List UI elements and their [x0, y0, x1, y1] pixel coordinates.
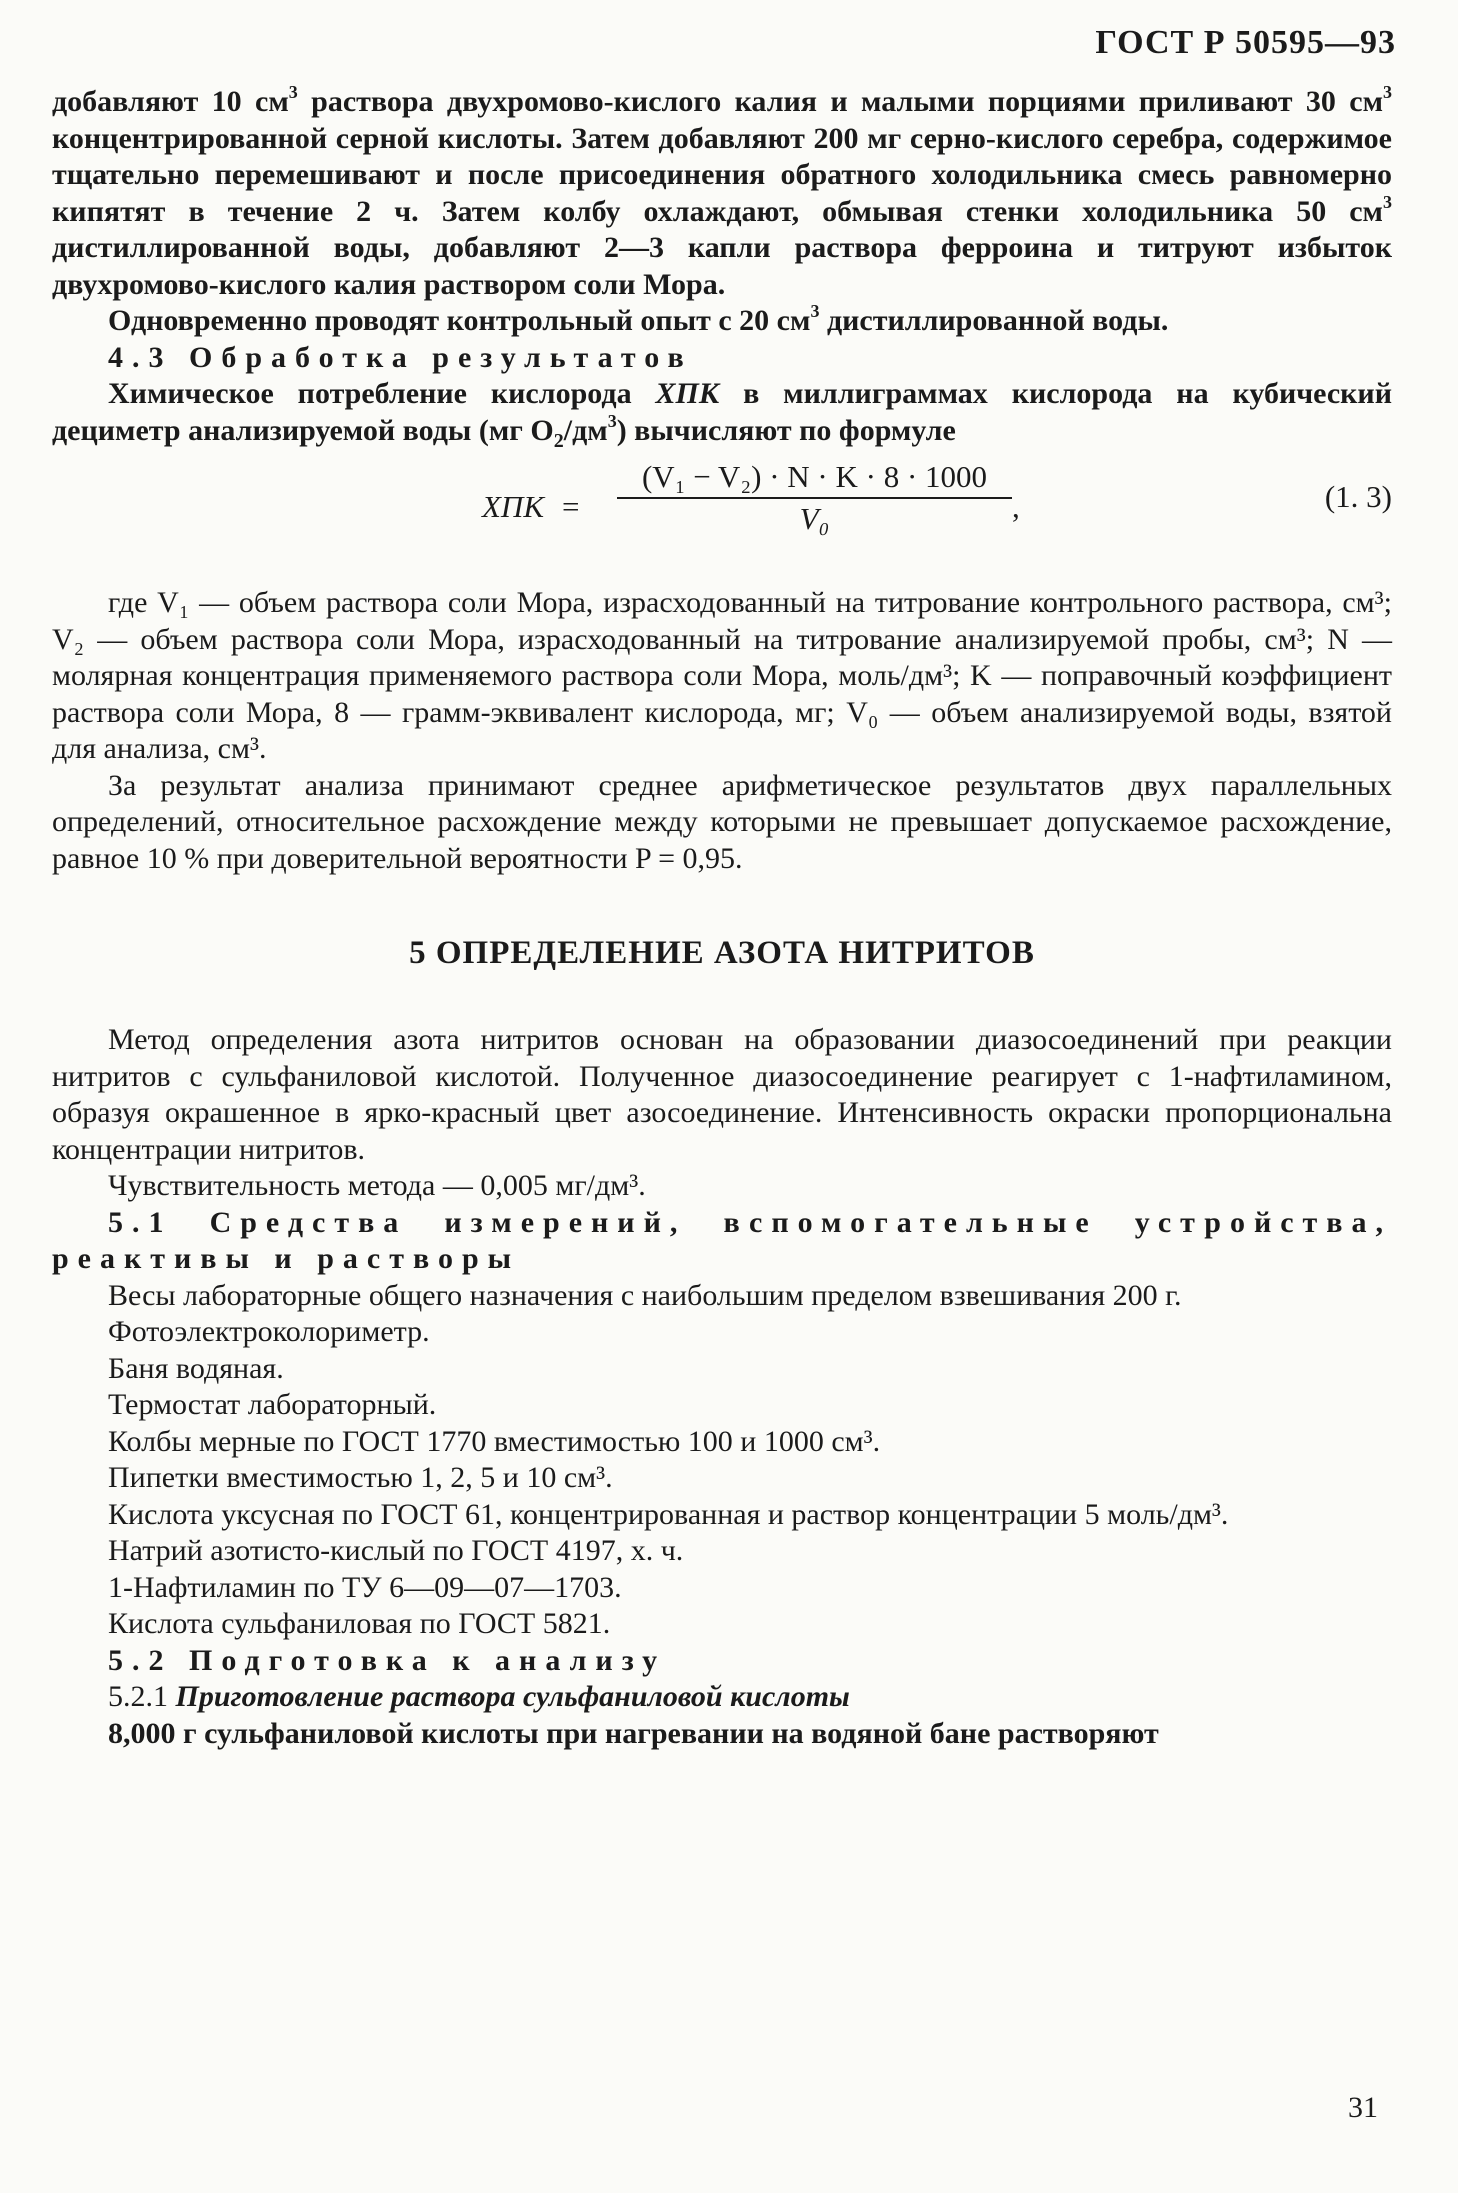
superscript: 3 — [1383, 191, 1392, 212]
list-item-thermostat: Термостат лабораторный. — [108, 1388, 437, 1421]
paragraph-control-test — [52, 303, 1392, 340]
superscript: 3 — [1383, 82, 1393, 102]
italic-term: ХПК — [655, 377, 720, 410]
list-item-water-bath: Баня водяная. — [108, 1351, 284, 1385]
list-item-flasks: Колбы мерные по ГОСТ 1770 вместимостью 100 и 1000 см³. — [108, 1424, 881, 1458]
formula-equals: = — [562, 489, 580, 524]
text-run: Химическое потребление кислорода — [108, 377, 656, 410]
paragraph-sensitivity: Чувствительность метода — 0,005 мг/дм³. — [108, 1169, 646, 1202]
paragraph-result: За результат анализа принимают среднее арифметическое результатов двух параллельных определений, относительное расхождение между которыми не превышает допускаемое расхождение, равное 10 % при доверительной вероятности P = 0,95. — [52, 768, 1392, 875]
subscript: 2 — [553, 429, 564, 452]
formula-denominator: V₀ — [799, 501, 830, 536]
paragraph-procedure — [52, 84, 1392, 303]
page-number: 31 — [1348, 2091, 1378, 2124]
spacer — [52, 877, 1392, 935]
formula-block — [52, 459, 1392, 563]
text-run: Одновременно проводят контрольный опыт с 20 см — [108, 304, 811, 337]
page-body — [52, 84, 1392, 1752]
list-item-naphthylamine: 1-Нафтиламин по ТУ 6—09—07—1703. — [108, 1570, 622, 1604]
heading-title: Приготовление раствора сульфаниловой кислоты — [175, 1680, 850, 1713]
formula-comma: , — [1012, 489, 1020, 524]
text-run: концентрированной серной кислоты. Затем добавляют 200 мг серно-кислого серебра, содержимое тщательно перемешивают и после присоединения обратного холодильника смесь равномерно кипятят в течение 2 ч. Затем колбу охлаждают, обмывая стенки холодильника 50 см — [52, 121, 1392, 228]
heading-number: 5.2.1 — [108, 1680, 176, 1713]
formula-lhs: ХПК — [482, 489, 544, 524]
list-item-acetic-acid: Кислота уксусная по ГОСТ 61, концентрированная и раствор концентрации 5 моль/дм³. — [108, 1497, 1229, 1531]
list-item-photocolorimeter: Фотоэлектроколориметр. — [108, 1315, 430, 1348]
subsection-heading-4-3: 4.3 Обработка результатов — [108, 340, 693, 374]
subsection-heading-5-2: 5.2 Подготовка к анализу — [108, 1643, 667, 1677]
text-run: добавляют 10 см — [52, 85, 289, 118]
paragraph-preparation: 8,000 г сульфаниловой кислоты при нагревании на водяной бане растворяют — [108, 1716, 1159, 1750]
text-run: дистиллированной воды. — [819, 304, 1169, 337]
section-heading-5: 5 ОПРЕДЕЛЕНИЕ АЗОТА НИТРИТОВ — [409, 935, 1035, 971]
standard-header: ГОСТ Р 50595—93 — [1095, 24, 1396, 61]
list-item-sulfanilic-acid: Кислота сульфаниловая по ГОСТ 5821. — [108, 1607, 611, 1640]
subsection-heading-5-1: 5.1 Средства измерений, вспомогательные устройства, реактивы и растворы — [52, 1205, 1392, 1275]
paragraph-where: где V₁ — объем раствора соли Мора, израсходованный на титрование контрольного раствора, см³; V₂ — объем раствора соли Мора, израсходованный на титрование анализируемой пробы, см³; N — молярная концентрация применяемого раствора соли Мора, моль/дм³; K — поправочный коэффициент раствора соли Мора, 8 — грамм-эквивалент кислорода, мг; V₀ — объем анализируемой воды, взятой для анализа, см³. — [52, 586, 1392, 765]
text-run: дистиллированной воды, добавляют 2—3 капли раствора ферроина и титруют избыток двухромово-кислого калия раствором соли Мора. — [52, 231, 1392, 301]
paragraph-calculation — [52, 376, 1393, 452]
superscript: 3 — [810, 301, 820, 321]
list-item-sodium-nitrite: Натрий азотисто-кислый по ГОСТ 4197, х. ч. — [108, 1534, 684, 1567]
formula-numerator: (V₁ − V₂) · N · K · 8 · 1000 — [617, 459, 1012, 499]
superscript: 3 — [288, 82, 298, 102]
formula-fraction — [617, 459, 1012, 537]
text-run: /дм — [563, 413, 608, 447]
list-item-pipettes: Пипетки вместимостью 1, 2, 5 и 10 см³. — [108, 1461, 613, 1494]
subsection-heading-5-2-1 — [52, 1679, 1392, 1716]
text-run: раствора двухромово-кислого калия и малыми порциями приливают 30 см — [297, 85, 1384, 118]
formula-number: (1. 3) — [1324, 479, 1392, 514]
superscript: 3 — [607, 410, 617, 431]
paragraph-method: Метод определения азота нитритов основан на образовании диазосоединений при реакции нитритов с сульфаниловой кислотой. Полученное диазосоединение реагирует с 1-нафтиламином, образуя окрашенное в ярко-красный цвет азосоединение. Интенсивность окраски пропорциональна концентрации нитритов. — [52, 1023, 1392, 1166]
text-run: в миллиграммах кислорода на кубический дециметр анализируемой воды (мг О — [52, 377, 1393, 447]
list-item-scales: Весы лабораторные общего назначения с наибольшим пределом взвешивания 200 г. — [108, 1278, 1182, 1312]
text-run: ) вычисляют по формуле — [616, 413, 956, 447]
